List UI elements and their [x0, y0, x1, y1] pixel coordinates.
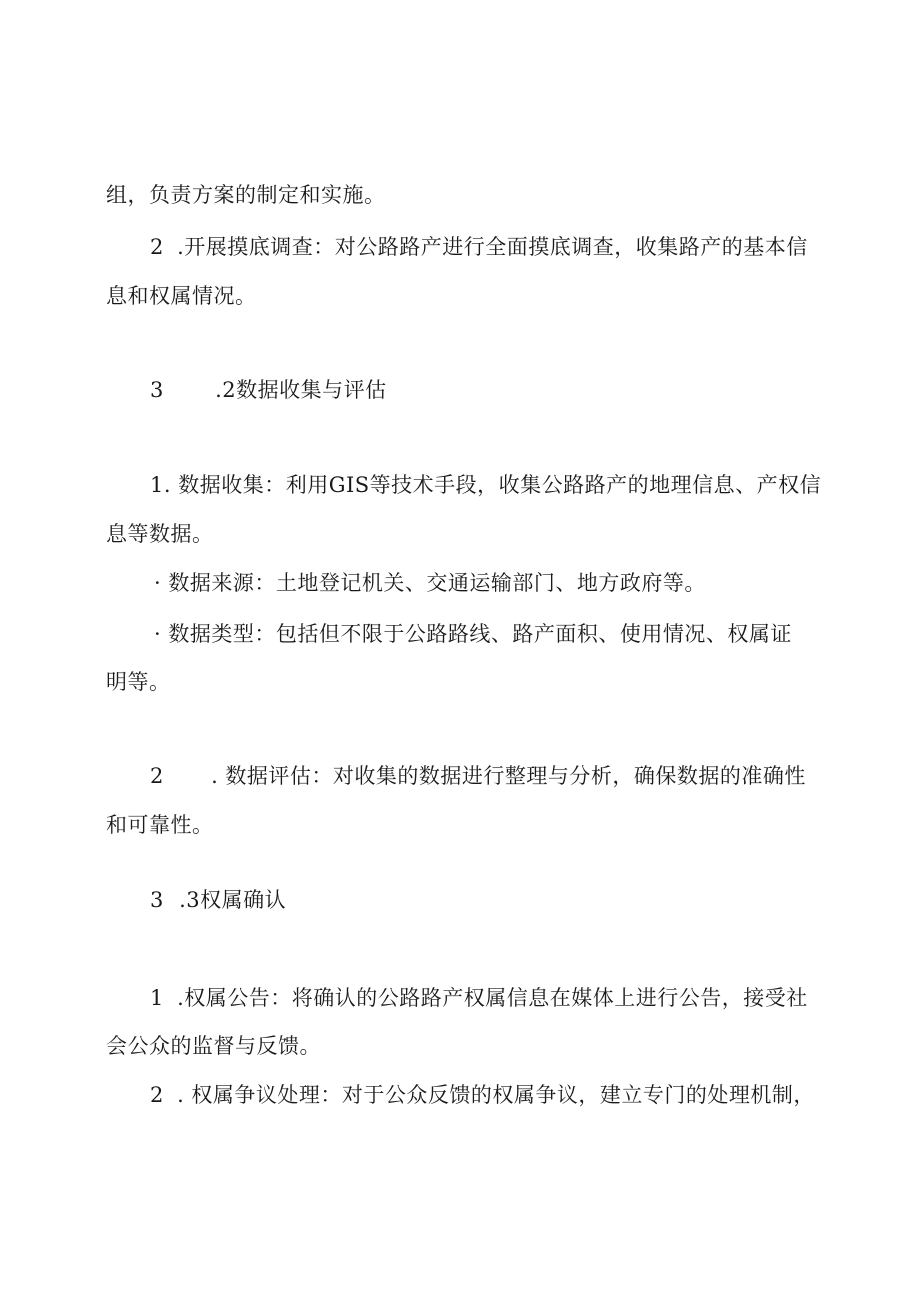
dispute-item	[150, 1080, 815, 1110]
paragraph-intro-tail: 组，负责方案的制定和实施。	[106, 183, 386, 207]
section-number: 3	[150, 378, 164, 402]
bullet-data-type: · 数据类型：包括但不限于公路路线、路产面积、使用情况、权属证	[154, 622, 792, 646]
survey-item-text: .开展摸底调查：对公路路产进行全面摸底调查，收集路产的基本信	[177, 235, 808, 259]
evaluation-item-number: 2	[150, 764, 164, 788]
collection-item-continuation: 息等数据。	[106, 522, 214, 546]
evaluation-item-text: . 数据评估：对收集的数据进行整理与分析，确保数据的准确性	[211, 764, 806, 788]
section-title: .3权属确认	[179, 888, 287, 912]
collection-item: 1. 数据收集：利用GIS等技术手段，收集公路路产的地理信息、产权信	[150, 473, 822, 497]
notice-item	[150, 983, 808, 1013]
section-number: 3	[150, 888, 164, 912]
survey-item	[150, 232, 808, 262]
section-heading-3-2	[150, 375, 387, 405]
dispute-item-number: 2	[150, 1083, 164, 1107]
bullet-data-type-continuation: 明等。	[106, 670, 171, 694]
notice-item-text: .权属公告：将确认的公路路产权属信息在媒体上进行公告，接受社	[177, 986, 808, 1010]
dispute-item-text: . 权属争议处理：对于公众反馈的权属争议，建立专门的处理机制，	[177, 1083, 815, 1107]
notice-item-continuation: 会公众的监督与反馈。	[106, 1034, 321, 1058]
section-title: .2数据收集与评估	[215, 378, 387, 402]
survey-item-number: 2	[150, 235, 164, 259]
evaluation-item-continuation: 和可靠性。	[106, 813, 214, 837]
bullet-data-source: · 数据来源：土地登记机关、交通运输部门、地方政府等。	[154, 571, 706, 595]
section-heading-3-3	[150, 885, 286, 915]
survey-item-continuation: 息和权属情况。	[106, 284, 257, 308]
notice-item-number: 1	[150, 986, 164, 1010]
evaluation-item	[150, 761, 806, 791]
